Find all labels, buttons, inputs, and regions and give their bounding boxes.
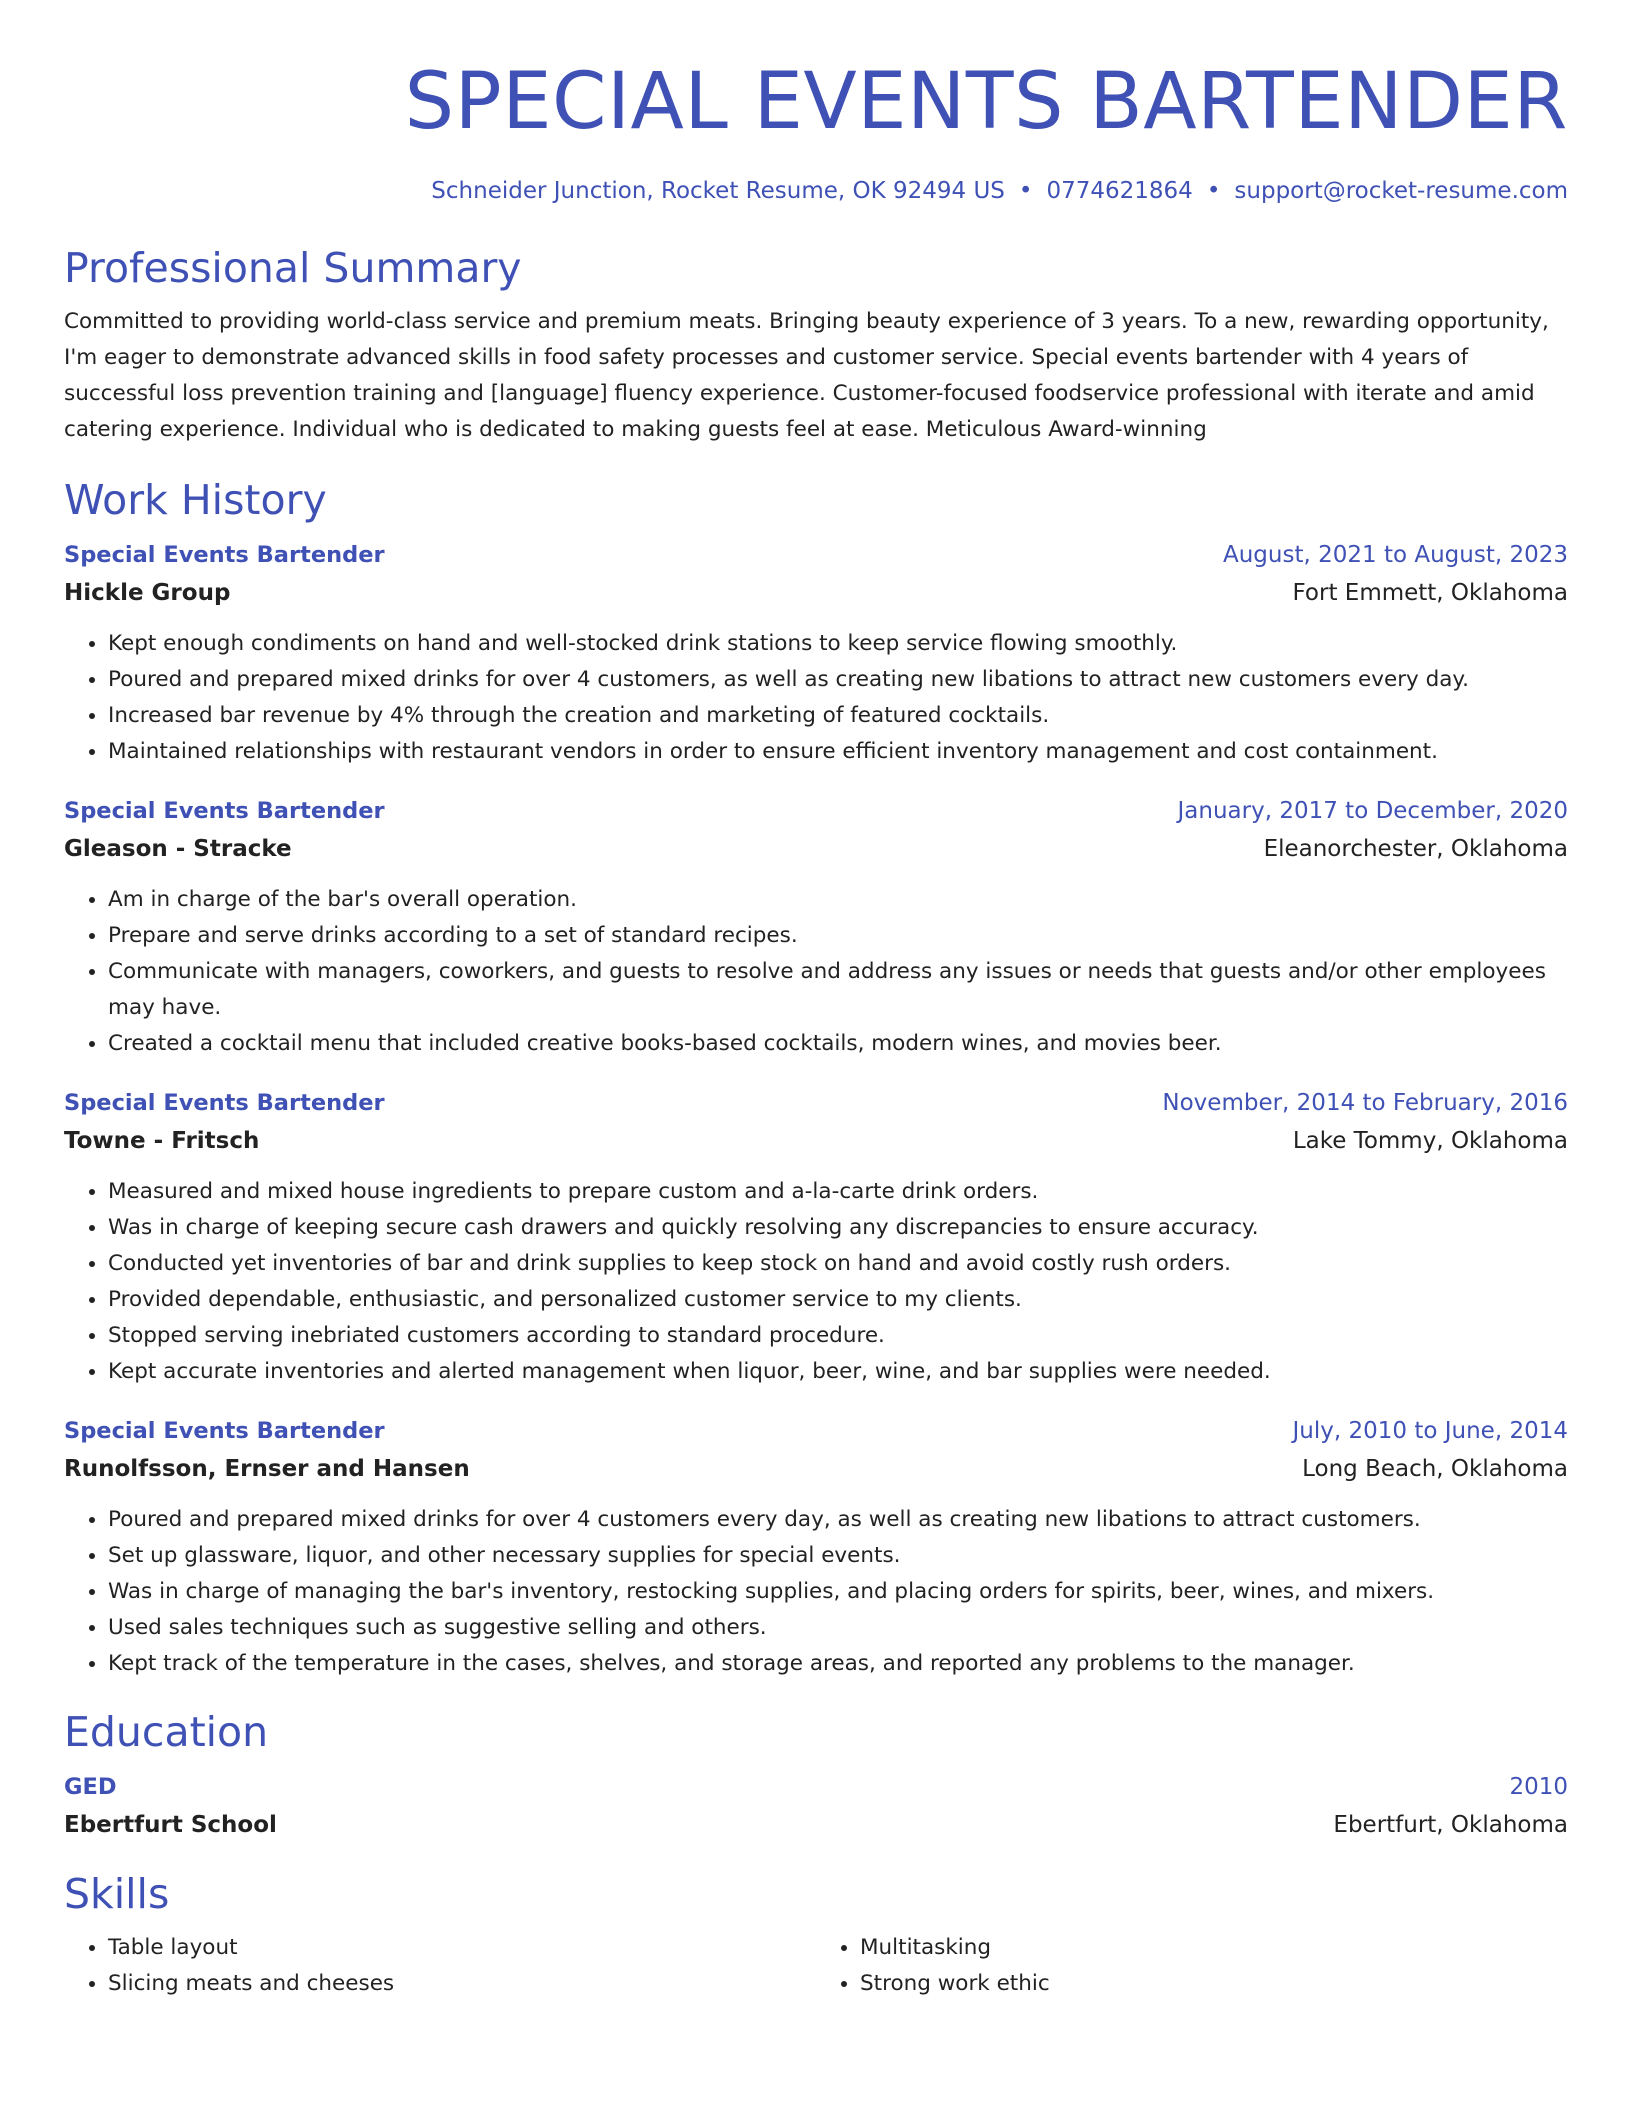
job-bullet: • Poured and prepared mixed drinks for over 4 customers, as well as creating new libations to attract new customers every day. (108, 662, 1568, 698)
work-history-heading: Work History (64, 476, 327, 524)
job-dates: January, 2017 to December, 2020 (1177, 798, 1568, 824)
job-company: Runolfsson, Ernser and Hansen (64, 1456, 470, 1482)
job-company: Gleason - Stracke (64, 836, 292, 862)
job-bullet: • Poured and prepared mixed drinks for over 4 customers every day, as well as creating new libations to attract customers. (108, 1502, 1568, 1538)
job-title: Special Events Bartender (64, 1418, 385, 1444)
job-bullets (64, 882, 1568, 1062)
skill-item: • Slicing meats and cheeses (108, 1966, 816, 2002)
job-dates: August, 2021 to August, 2023 (1223, 542, 1568, 568)
resume-name: SPECIAL EVENTS BARTENDER (404, 57, 1568, 147)
job-location: Eleanorchester, Oklahoma (1263, 836, 1568, 862)
job-company: Towne - Fritsch (64, 1128, 260, 1154)
job-bullet: • Was in charge of keeping secure cash drawers and quickly resolving any discrepancies to ensure accuracy. (108, 1210, 1568, 1246)
job-bullets (64, 1502, 1568, 1682)
job-entry (64, 536, 1568, 770)
job-dates: November, 2014 to February, 2016 (1162, 1090, 1568, 1116)
job-entry (64, 1084, 1568, 1390)
job-location: Long Beach, Oklahoma (1302, 1456, 1568, 1482)
education-degree: GED (64, 1774, 117, 1800)
contact-separator: • (1206, 178, 1221, 204)
skills-heading: Skills (64, 1870, 170, 1918)
skills-column-right (816, 1930, 1568, 2002)
job-bullets (64, 626, 1568, 770)
job-bullet: • Communicate with managers, coworkers, and guests to resolve and address any issues or needs that guests and/or other employees may have. (108, 954, 1568, 1026)
skills-list (64, 1930, 1568, 2002)
job-title: Special Events Bartender (64, 798, 385, 824)
summary-heading: Professional Summary (64, 244, 522, 292)
summary-text: Committed to providing world-class service and premium meats. Bringing beauty experience of 3 years. To a new, rewarding opportunity, I'm eager to demonstrate advanced skills in food safety processes and customer service. Special events bartender with 4 years of successful loss prevention training and [language] fluency experience. Customer-focused foodservice professional with iterate and amid catering experience. Individual who is dedicated to making guests feel at ease. Meticulous Award-winning (64, 309, 1549, 442)
job-bullet: • Maintained relationships with restaurant vendors in order to ensure efficient inventory management and cost containment. (108, 734, 1568, 770)
education-entry (64, 1768, 1568, 1844)
job-bullet: • Created a cocktail menu that included creative books-based cocktails, modern wines, and movies beer. (108, 1026, 1568, 1062)
job-bullet: • Set up glassware, liquor, and other necessary supplies for special events. (108, 1538, 1568, 1574)
education-year: 2010 (1509, 1774, 1568, 1800)
job-title: Special Events Bartender (64, 542, 385, 568)
job-entry (64, 792, 1568, 1062)
job-bullet: • Measured and mixed house ingredients to prepare custom and a-la-carte drink orders. (108, 1174, 1568, 1210)
job-bullet: • Kept accurate inventories and alerted management when liquor, beer, wine, and bar supplies were needed. (108, 1354, 1568, 1390)
job-bullet: • Conducted yet inventories of bar and drink supplies to keep stock on hand and avoid costly rush orders. (108, 1246, 1568, 1282)
skill-item: • Multitasking (860, 1930, 1568, 1966)
contact-address: Schneider Junction, Rocket Resume, OK 92494 US (431, 178, 1005, 204)
job-bullet: • Used sales techniques such as suggestive selling and others. (108, 1610, 1568, 1646)
job-bullets (64, 1174, 1568, 1390)
job-company: Hickle Group (64, 580, 231, 606)
skills-column-left (64, 1930, 816, 2002)
job-bullet: • Kept track of the temperature in the cases, shelves, and storage areas, and reported any problems to the manager. (108, 1646, 1568, 1682)
job-dates: July, 2010 to June, 2014 (1292, 1418, 1568, 1444)
job-bullet: • Increased bar revenue by 4% through the creation and marketing of featured cocktails. (108, 698, 1568, 734)
contact-phone: 0774621864 (1046, 178, 1193, 204)
job-bullet: • Stopped serving inebriated customers according to standard procedure. (108, 1318, 1568, 1354)
education-location: Ebertfurt, Oklahoma (1333, 1812, 1568, 1838)
skill-item: • Strong work ethic (860, 1966, 1568, 2002)
job-bullet: • Am in charge of the bar's overall operation. (108, 882, 1568, 918)
job-location: Lake Tommy, Oklahoma (1292, 1128, 1568, 1154)
job-bullet: • Prepare and serve drinks according to a set of standard recipes. (108, 918, 1568, 954)
skill-item: • Table layout (108, 1930, 816, 1966)
job-location: Fort Emmett, Oklahoma (1292, 580, 1568, 606)
job-bullet: • Was in charge of managing the bar's inventory, restocking supplies, and placing orders for spirits, beer, wines, and mixers. (108, 1574, 1568, 1610)
contact-line (64, 176, 1568, 206)
resume-page (64, 56, 1568, 2002)
education-heading: Education (64, 1708, 269, 1756)
contact-email: support@rocket-resume.com (1234, 178, 1568, 204)
job-entry (64, 1412, 1568, 1682)
job-title: Special Events Bartender (64, 1090, 385, 1116)
education-school: Ebertfurt School (64, 1812, 277, 1838)
job-bullet: • Kept enough condiments on hand and well-stocked drink stations to keep service flowing smoothly. (108, 626, 1568, 662)
contact-separator: • (1018, 178, 1033, 204)
job-bullet: • Provided dependable, enthusiastic, and personalized customer service to my clients. (108, 1282, 1568, 1318)
